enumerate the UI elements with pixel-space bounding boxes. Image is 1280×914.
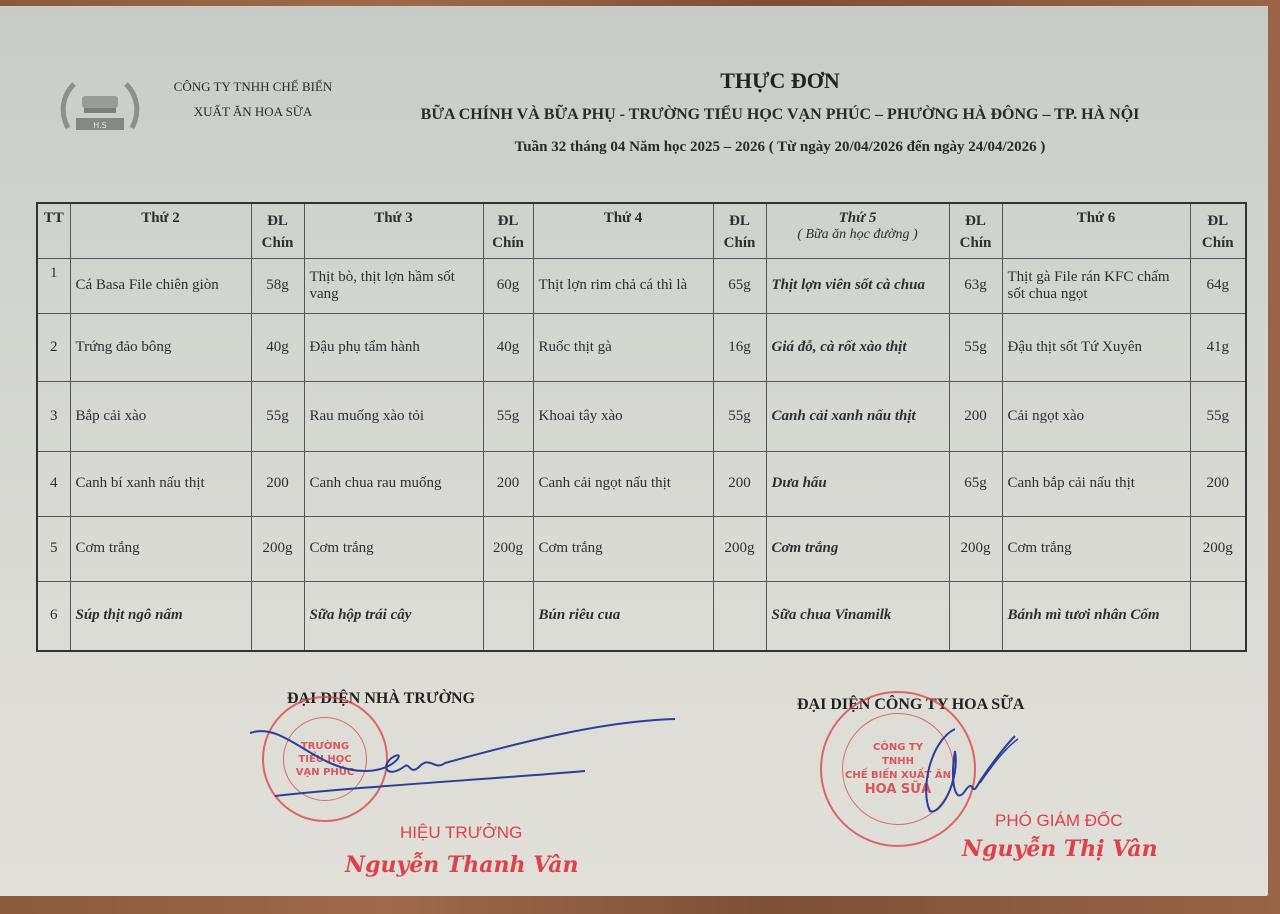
company-logo-icon [58, 78, 142, 142]
col-header-day3: Thứ 3 [304, 203, 483, 258]
qty-cell: 55g [483, 381, 533, 451]
dish-cell: Khoai tây xào [533, 381, 713, 451]
col-header-dl: ĐL Chín [251, 203, 304, 258]
qty-cell: 200g [949, 516, 1002, 581]
col-header-day2: Thứ 2 [70, 203, 251, 258]
stamp-text: HOA SỮA [864, 782, 932, 797]
qty-cell: 64g [1190, 258, 1246, 313]
qty-cell [251, 581, 304, 651]
stamp-text: TIỂU HỌC [298, 753, 352, 765]
company-signature-heading: ĐẠI DIỆN CÔNG TY HOA SỮA [797, 696, 1025, 713]
stamp-text: CÔNG TY [873, 742, 923, 753]
dish-cell: Sữa hộp trái cây [304, 581, 483, 651]
dish-cell: Cải ngọt xào [1002, 381, 1190, 451]
qty-cell: 200 [1190, 451, 1246, 516]
dish-cell: Giá đỗ, cà rốt xào thịt [766, 313, 949, 381]
col-header-day4: Thứ 4 [533, 203, 713, 258]
row-number: 4 [37, 451, 70, 516]
school-signature-icon [245, 711, 685, 801]
col-header-dl: ĐL Chín [713, 203, 766, 258]
row-number: 1 [37, 258, 70, 313]
dish-cell: Rau muống xào tỏi [304, 381, 483, 451]
dish-cell: Cơm trắng [70, 516, 251, 581]
dish-cell: Thịt lợn viên sốt cà chua [766, 258, 949, 313]
qty-cell: 200 [251, 451, 304, 516]
qty-cell: 65g [949, 451, 1002, 516]
qty-cell: 200g [1190, 516, 1246, 581]
table-row [37, 381, 1246, 451]
col-header-dl: ĐL Chín [483, 203, 533, 258]
stamp-text: TNHH [882, 756, 914, 767]
dish-cell: Canh bí xanh nấu thịt [70, 451, 251, 516]
dish-cell: Bắp cải xào [70, 381, 251, 451]
document-title: THỰC ĐƠN [720, 68, 840, 93]
dish-cell: Súp thịt ngô nấm [70, 581, 251, 651]
school-signer-role: HIỆU TRƯỞNG [400, 823, 523, 842]
dish-cell: Canh chua rau muống [304, 451, 483, 516]
company-line-2: XUẤT ĂN HOA SỮA [193, 104, 313, 119]
dish-cell: Sữa chua Vinamilk [766, 581, 949, 651]
qty-cell: 200g [483, 516, 533, 581]
stamp-text: TRƯỜNG [300, 740, 350, 752]
dish-cell: Cơm trắng [533, 516, 713, 581]
company-signer-role: PHÓ GIÁM ĐỐC [995, 811, 1123, 830]
dish-cell: Canh cải xanh nấu thịt [766, 381, 949, 451]
dish-cell: Canh cải ngọt nấu thịt [533, 451, 713, 516]
dish-cell: Trứng đảo bông [70, 313, 251, 381]
row-number: 2 [37, 313, 70, 381]
dish-cell: Cơm trắng [1002, 516, 1190, 581]
dish-cell: Canh bắp cải nấu thịt [1002, 451, 1190, 516]
school-signature-heading: ĐẠI DIỆN NHÀ TRƯỜNG [287, 690, 476, 707]
qty-cell: 200g [713, 516, 766, 581]
dish-cell: Bún riêu cua [533, 581, 713, 651]
dish-cell: Đậu phụ tẩm hành [304, 313, 483, 381]
qty-cell: 200 [949, 381, 1002, 451]
qty-cell: 55g [251, 381, 304, 451]
qty-cell: 41g [1190, 313, 1246, 381]
qty-cell: 65g [713, 258, 766, 313]
row-number: 5 [37, 516, 70, 581]
dish-cell: Cá Basa File chiên giòn [70, 258, 251, 313]
table-row [37, 451, 1246, 516]
row-number: 3 [37, 381, 70, 451]
dish-cell: Dưa hấu [766, 451, 949, 516]
qty-cell: 55g [713, 381, 766, 451]
company-signer-name: Nguyễn Thị Vân [962, 836, 1158, 862]
qty-cell: 200 [713, 451, 766, 516]
col-header-day5: Thứ 5 ( Bữa ăn học đường ) [766, 203, 949, 258]
dish-cell: Thịt bò, thịt lợn hầm sốt vang [304, 258, 483, 313]
dish-cell: Đậu thịt sốt Tứ Xuyên [1002, 313, 1190, 381]
document-subtitle: BỮA CHÍNH VÀ BỮA PHỤ - TRƯỜNG TIỂU HỌC VẠN PHÚC – PHƯỜNG HÀ ĐÔNG – TP. HÀ NỘI [420, 106, 1140, 123]
qty-cell: 58g [251, 258, 304, 313]
week-range: Tuần 32 tháng 04 Năm học 2025 – 2026 ( Từ ngày 20/04/2026 đến ngày 24/04/2026 ) [514, 139, 1046, 155]
company-name [158, 74, 348, 124]
qty-cell: 63g [949, 258, 1002, 313]
dish-cell: Thịt gà File rán KFC chấm sốt chua ngọt [1002, 258, 1190, 313]
svg-text:H.S: H.S [93, 121, 107, 130]
qty-cell [713, 581, 766, 651]
col-header-day6: Thứ 6 [1002, 203, 1190, 258]
dish-cell: Cơm trắng [304, 516, 483, 581]
dish-cell: Ruốc thịt gà [533, 313, 713, 381]
qty-cell: 55g [1190, 381, 1246, 451]
company-line-1: CÔNG TY TNHH CHẾ BIẾN [173, 79, 333, 94]
row-number: 6 [37, 581, 70, 651]
qty-cell: 40g [251, 313, 304, 381]
qty-cell: 16g [713, 313, 766, 381]
stamp-text: VẠN PHÚC [295, 766, 355, 778]
table-row [37, 313, 1246, 381]
qty-cell [949, 581, 1002, 651]
menu-document [0, 6, 1268, 896]
col-header-dl: ĐL Chín [949, 203, 1002, 258]
dish-cell: Bánh mì tươi nhân Cốm [1002, 581, 1190, 651]
col-header-dl: ĐL Chín [1190, 203, 1246, 258]
stamp-text: CHẾ BIẾN XUẤT ĂN [844, 770, 952, 781]
menu-table [36, 202, 1247, 652]
qty-cell [1190, 581, 1246, 651]
qty-cell: 60g [483, 258, 533, 313]
qty-cell: 200 [483, 451, 533, 516]
qty-cell: 200g [251, 516, 304, 581]
qty-cell: 55g [949, 313, 1002, 381]
table-header-row [37, 203, 1246, 258]
qty-cell: 40g [483, 313, 533, 381]
table-row [37, 516, 1246, 581]
dish-cell: Thịt lợn rim chả cá thì là [533, 258, 713, 313]
qty-cell [483, 581, 533, 651]
dish-cell: Cơm trắng [766, 516, 949, 581]
col-header-tt: TT [37, 203, 70, 258]
school-signer-name: Nguyễn Thanh Vân [345, 852, 579, 878]
table-row [37, 581, 1246, 651]
company-signature-icon [900, 721, 1020, 821]
table-row [37, 258, 1246, 313]
